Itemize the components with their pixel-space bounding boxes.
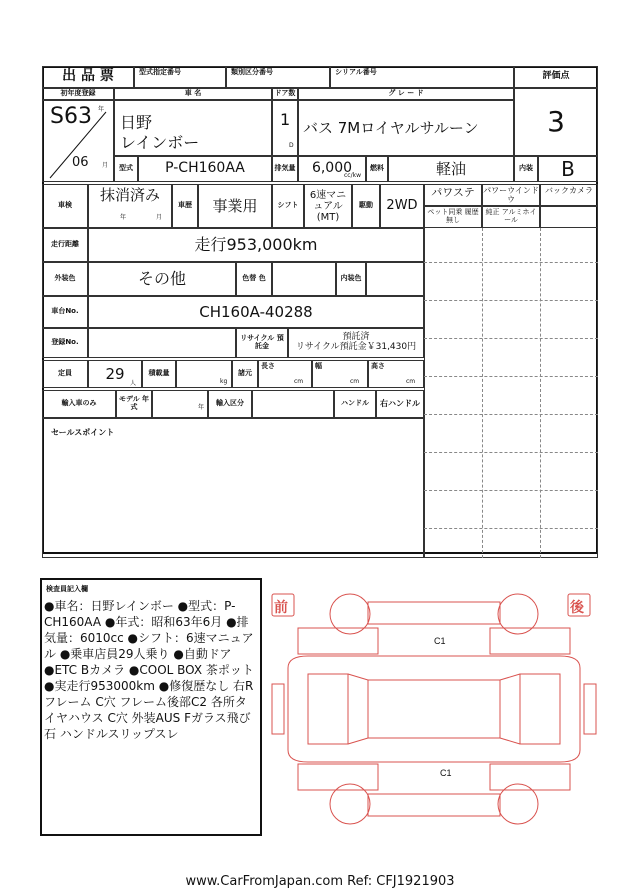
options-rule <box>424 528 598 529</box>
option-back-camera: バックカメラ <box>540 184 598 206</box>
height-label: 高さ <box>368 360 424 388</box>
form-title: 出 品 票 <box>42 66 134 88</box>
interior-value: B <box>538 156 598 182</box>
color-change-label: 色替 色 <box>236 262 272 296</box>
option-power-window: パワーウインドウ <box>482 184 540 206</box>
name-line2: レインボー <box>120 133 200 152</box>
recycle-label: リサイクル 預託金 <box>236 328 288 358</box>
capacity-unit: 人 <box>130 380 137 387</box>
load-unit: kg <box>220 378 228 385</box>
first-reg-month-unit: 月 <box>102 162 109 169</box>
option-alloy: 純正 アルミホイール <box>482 206 540 228</box>
option-empty <box>540 206 598 228</box>
class-label: 類別区分番号 <box>226 66 330 88</box>
displacement-unit: cc/kw <box>344 172 362 179</box>
mileage-value: 走行953,000km <box>88 228 424 262</box>
displacement-label: 排気量 <box>272 156 298 182</box>
import-class-label: 輸入区分 <box>208 390 252 418</box>
width-label: 幅 <box>312 360 368 388</box>
use-value: 事業用 <box>198 184 272 228</box>
length-label: 長さ <box>258 360 312 388</box>
first-reg-label: 初年度登録 <box>42 88 114 100</box>
type-cert-label: 型式指定番号 <box>134 66 226 88</box>
option-power-steering: パワステ <box>424 184 482 206</box>
shift-label: シフト <box>272 184 304 228</box>
score-label: 評価点 <box>514 66 598 88</box>
length-unit: cm <box>294 378 304 385</box>
height-unit: cm <box>406 378 416 385</box>
import-label: 輸入車のみ <box>42 390 116 418</box>
damage-mark-bottom: C1 <box>440 768 452 778</box>
registration-label: 登録No. <box>42 328 88 358</box>
chassis-label: 車台No. <box>42 296 88 328</box>
handle-value: 右ハンドル <box>376 390 424 418</box>
capacity-value: 29 <box>88 360 142 388</box>
drive-label: 駆動 <box>352 184 380 228</box>
first-reg-month: 06 <box>72 155 89 170</box>
model-year-unit: 年 <box>198 404 205 411</box>
name-label: 車 名 <box>114 88 272 100</box>
chassis-value: CH160A-40288 <box>88 296 424 328</box>
fuel-value: 軽油 <box>388 156 514 182</box>
options-rule <box>424 490 598 491</box>
mileage-label: 走行距離 <box>42 228 88 262</box>
color-change-value <box>272 262 336 296</box>
recycle-value: 預託済 リサイクル預託金￥31,430円 <box>288 328 424 358</box>
inspection-value: 抹消済み <box>88 184 172 228</box>
color-value: その他 <box>88 262 236 296</box>
interior-color-value <box>366 262 424 296</box>
registration-value <box>88 328 236 358</box>
inspection-year: 年 <box>120 214 127 221</box>
inspection-month: 月 <box>156 214 163 221</box>
options-rule <box>424 338 598 339</box>
fuel-label: 燃料 <box>366 156 388 182</box>
footer-ref: www.CarFromJapan.com Ref: CFJ1921903 <box>185 874 455 889</box>
door-label: ドア数 <box>272 88 298 100</box>
rear-label: 後 <box>570 599 584 615</box>
weight-label: 諸元 <box>232 360 258 388</box>
front-label: 前 <box>274 599 288 615</box>
name-line1: 日野 <box>120 113 153 132</box>
first-reg-year-unit: 年 <box>98 106 105 113</box>
handle-label: ハンドル <box>334 390 376 418</box>
door-unit: D <box>289 142 294 149</box>
option-pet: ペット同乗 履歴無し <box>424 206 482 228</box>
import-class-value <box>252 390 334 418</box>
inspection-label: 車検 <box>42 184 88 228</box>
displacement-value: 6,000 <box>298 156 366 182</box>
grade-value: バス 7Mロイヤルサルーン <box>298 100 514 156</box>
capacity-label: 定員 <box>42 360 88 388</box>
inspector-label: 検査員記入欄 <box>46 585 88 593</box>
score-value: 3 <box>514 88 598 156</box>
options-rule <box>424 414 598 415</box>
shift-value: 6速マニュアル(MT) <box>304 184 352 228</box>
width-unit: cm <box>350 378 360 385</box>
options-divider-1 <box>482 228 483 558</box>
options-divider-2 <box>540 228 541 558</box>
options-rule <box>424 262 598 263</box>
options-rule <box>424 452 598 453</box>
damage-mark-top: C1 <box>434 636 446 646</box>
type-label: 型式 <box>114 156 138 182</box>
sales-point-label: セールスポイント <box>42 418 424 558</box>
options-panel <box>424 184 598 558</box>
door-value: 1 <box>280 110 291 129</box>
options-rule <box>424 300 598 301</box>
model-year-label: モデル 年式 <box>116 390 152 418</box>
drive-value: 2WD <box>380 184 424 228</box>
inspector-report: ●車名：日野レインボー ●型式：P-CH160AA ●年式：昭和63年6月 ●排気量：6010cc ●シフト：6速マニュアル ●乗車店員29人乗り ●自動ドア ●ETC Bカメラ ●COOL BOX 茶ポット ●実走行953000km ●修復歴なし 右Rフレーム C穴 フレーム後部C2 各所タイヤハウス C穴 外装AUS Fガラス飛び石 ハンドルスリップスレ <box>44 599 258 741</box>
options-rule <box>424 376 598 377</box>
first-reg-year: S63 <box>50 104 92 129</box>
load-label: 積載量 <box>142 360 176 388</box>
damage-diagram <box>268 584 600 836</box>
interior-label: 内装 <box>514 156 538 182</box>
color-label: 外装色 <box>42 262 88 296</box>
type-value: P-CH160AA <box>138 156 272 182</box>
serial-label: シリアル番号 <box>330 66 514 88</box>
interior-color-label: 内装色 <box>336 262 366 296</box>
grade-label: グ レ ー ド <box>298 88 514 100</box>
use-label: 車歴 <box>172 184 198 228</box>
